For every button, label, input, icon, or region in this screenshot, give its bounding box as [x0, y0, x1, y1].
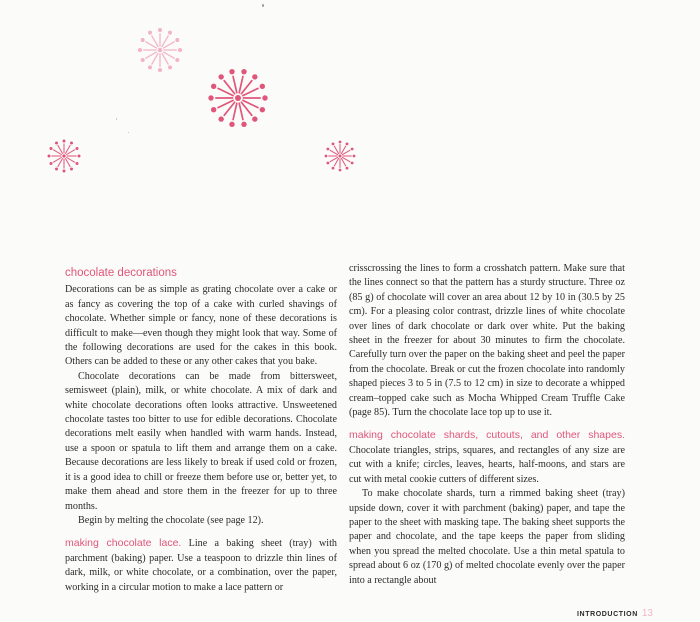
starburst-ray — [163, 52, 174, 58]
starburst-tip — [211, 107, 216, 112]
starburst-ray — [330, 157, 338, 161]
starburst-ray — [239, 76, 243, 92]
starburst-ray — [334, 158, 338, 166]
starburst-tip — [241, 122, 246, 127]
starburst-tip — [326, 148, 329, 151]
starburst-tip — [353, 155, 356, 158]
starburst-ray — [66, 145, 71, 153]
starburst-center — [158, 48, 162, 52]
starburst-tip — [138, 48, 142, 52]
starburst-ray — [163, 42, 174, 48]
starburst-ray — [66, 159, 71, 167]
footer-section-label: INTRODUCTION — [577, 611, 638, 618]
starburst-tip — [241, 69, 246, 74]
starburst-ray — [162, 53, 168, 64]
starburst-ray — [152, 53, 158, 64]
starburst-icon — [138, 28, 182, 72]
starburst-ray — [342, 150, 350, 154]
starburst-tip — [141, 58, 145, 62]
starburst-tip — [55, 142, 58, 145]
starburst-tip — [55, 167, 58, 170]
page-number: 13 — [641, 608, 653, 619]
starburst-tip — [158, 68, 162, 72]
starburst-tip — [63, 140, 66, 143]
intro-paragraph: Decorations can be as simple as grating chocolate over a cake or as fancy as covering the top of a cake with curled shavings of chocolate. Whether simple or fancy, none of these decorations is difficult to make—even though they might look that way. Some of the following decorations are used for the cakes in this book. Others can be added to these or any other cakes that you bake. — [65, 284, 337, 368]
starburst-tip — [78, 155, 81, 158]
starburst-tip — [339, 141, 342, 144]
starburst-tip — [70, 167, 73, 170]
starburst-center — [338, 154, 341, 157]
starburst-ray — [53, 150, 61, 155]
shards-heading: making chocolate shards, cutouts, and other shapes. — [349, 429, 625, 442]
starburst-tip — [175, 38, 179, 42]
starburst-tip — [168, 31, 172, 35]
starburst-tip — [75, 147, 78, 150]
starburst-tip — [260, 107, 265, 112]
starburst-tip — [229, 69, 234, 74]
starburst-tip — [346, 167, 349, 170]
starburst-tip — [70, 142, 73, 145]
page-footer — [577, 608, 653, 619]
starburst-tip — [332, 142, 335, 145]
starburst-center — [235, 95, 241, 101]
lace-paragraph — [65, 536, 337, 595]
shards-paragraph — [349, 428, 625, 487]
starburst-icon — [48, 140, 81, 173]
shards-text: Chocolate triangles, strips, squares, and rectangles of any size are cut with a knife; circles, leaves, hearts, half-moons, and stars are cut with metal cookie cutters of different sizes. — [349, 444, 625, 485]
lace-continued-paragraph: crisscrossing the lines to form a crosshatch pattern. Make sure that the lines connect so that the pattern has a sturdy structure. Three oz (85 g) of chocolate will cover an area about 12 by 10 in (30.5 by 25 cm). For a pleasing color contrast, drizzle lines of white chocolate over lines of dark chocolate or dark over white. Put the baking sheet in the freezer for about 30 minutes to firm the chocolate. Carefully turn over the paper on the baking sheet and peel the paper from the chocolate. Break or cut the frozen chocolate into randomly shaped pieces 3 to 5 in (7.5 to 12 cm) in size to decorate a whipped cream–topped cake such as Mocha Whipped Cream Truffle Cake (page 85). Turn the chocolate lace top up to use it. — [349, 263, 625, 419]
starburst-ray — [233, 103, 237, 119]
starburst-tip — [63, 170, 66, 173]
starburst-tip — [260, 84, 265, 89]
starburst-ray — [341, 146, 345, 154]
lace-heading: making chocolate lace. — [65, 537, 182, 550]
starburst-icon — [325, 141, 356, 172]
starburst-tip — [178, 48, 182, 52]
starburst-tip — [48, 155, 51, 158]
paper-speck — [128, 132, 129, 133]
starburst-ray — [342, 157, 350, 161]
starburst-tip — [346, 142, 349, 145]
starburst-tip — [326, 162, 329, 165]
starburst-tip — [252, 74, 257, 79]
starburst-ray — [330, 150, 338, 154]
starburst-tip — [175, 58, 179, 62]
starburst-tip — [158, 28, 162, 32]
section-title: chocolate decorations — [65, 267, 177, 279]
starburst-ray — [341, 158, 345, 166]
left-column — [65, 262, 337, 595]
starburst-ray — [239, 103, 243, 119]
starburst-tip — [168, 65, 172, 69]
starburst-tip — [218, 74, 223, 79]
right-column — [349, 262, 625, 588]
starburst-center — [62, 154, 65, 157]
starburst-ray — [67, 150, 75, 155]
starburst-tip — [208, 95, 213, 100]
starburst-tip — [211, 84, 216, 89]
starburst-tip — [351, 162, 354, 165]
starburst-tip — [351, 148, 354, 151]
body-paragraph: Chocolate decorations can be made from bittersweet, semisweet (plain), milk, or white chocolate. A mix of dark and white chocolate decorations often looks attractive. Unsweetened chocolate tastes too bitter to use for edible decorations. Chocolate decorations melt easily when handled with warm hands. Instead, use a spoon or spatula to lift them and arrange them on a cake. Because decorations are less likely to break if used cold or frozen, it is a good idea to chill or freeze them before use or, better yet, to make them ahead and store them in the freezer for up to three months. — [65, 370, 337, 512]
lace-text: Line a baking sheet (tray) with parchment (baking) paper. Use a teaspoon to drizzle thin lines of dark, milk, or white chocolate, or a combination, over the paper, working in a circular motion to make a lace pattern or — [65, 538, 337, 593]
starburst-ray — [162, 36, 168, 47]
body-paragraph: Begin by melting the chocolate (see page 12). — [78, 514, 264, 526]
starburst-icon — [208, 69, 267, 127]
starburst-tip — [229, 122, 234, 127]
starburst-ray — [233, 76, 237, 92]
starburst-tip — [50, 162, 53, 165]
starburst-ray — [53, 158, 61, 163]
starburst-tip — [339, 169, 342, 172]
starburst-tip — [218, 116, 223, 121]
paper-speck — [262, 4, 264, 7]
starburst-tip — [50, 147, 53, 150]
starburst-ray — [67, 158, 75, 163]
starburst-tip — [75, 162, 78, 165]
starburst-tip — [148, 65, 152, 69]
starburst-ray — [152, 36, 158, 47]
paper-speck — [116, 118, 117, 120]
shards-paragraph-2: To make chocolate shards, turn a rimmed baking sheet (tray) upside down, cover it with parchment (baking) paper, and tape the paper to the sheet with masking tape. The baking sheet supports the paper and chocolate, and the tape keeps the paper from sliding when you spread the melted chocolate. Use a thin metal spatula to spread about 6 oz (170 g) of melted chocolate evenly over the paper into a rectangle about — [349, 488, 625, 586]
starburst-ray — [334, 146, 338, 154]
starburst-ray — [146, 42, 157, 48]
starburst-tip — [262, 95, 267, 100]
decorative-starbursts — [0, 0, 700, 250]
starburst-tip — [252, 116, 257, 121]
starburst-ray — [146, 52, 157, 58]
starburst-tip — [148, 31, 152, 35]
starburst-ray — [58, 159, 63, 167]
starburst-tip — [332, 167, 335, 170]
starburst-tip — [141, 38, 145, 42]
starburst-ray — [58, 145, 63, 153]
starburst-tip — [325, 155, 328, 158]
